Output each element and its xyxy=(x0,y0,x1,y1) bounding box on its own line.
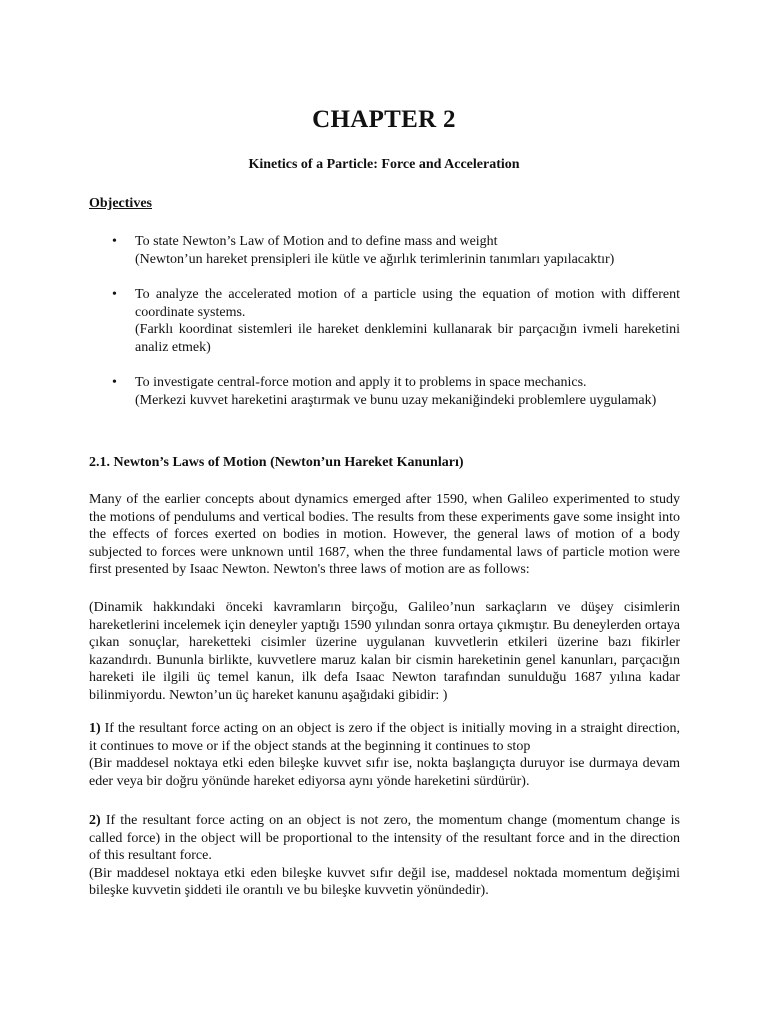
bullet-icon: • xyxy=(112,375,117,390)
intro-paragraph-turkish: (Dinamik hakkındaki önceki kavramların birçoğu, Galileo’nun sarkaçların ve düşey cisimlerin hareketlerini incelemek için deneyler yaptığı 1590 yılından sonra ortaya çıkmıştır. Bu deneylerden ortaya çıkan sonuçlar, hareketteki cisimler üzerine uygulanan kuvvetlerin etkileri üzerine bazı fikirler kazandırdı. Bununla birlikte, kuvvetlere maruz kalan bir cismin hareketinin genel kanunları, parçacığın hareketi ile ilgili üç temel kanun, ilk defa Isaac Newton tarafından sunulduğu 1687 yılına kadar bilinmiyordu. Newton’un üç hareket kanunu aşağıdaki gibidir: ) xyxy=(89,600,680,703)
law-2-paragraph xyxy=(89,812,680,900)
law-english: If the resultant force acting on an object is not zero, the momentum change (momentum change is called force) in the object will be proportional to the intensity of the resultant force and in the direction of this resultant force. xyxy=(89,813,680,864)
section-heading: 2.1. Newton’s Laws of Motion (Newton’un Hareket Kanunları) xyxy=(89,455,464,470)
law-english: If the resultant force acting on an object is zero if the object is initially moving in a straight direction, it continues to move or if the object stands at the beginning it continues to stop xyxy=(89,721,680,754)
bullet-icon: • xyxy=(112,234,117,249)
objective-turkish: (Merkezi kuvvet hareketini araştırmak ve bunu uzay mekaniğindeki problemlere uygulamak) xyxy=(135,392,657,408)
law-turkish: (Bir maddesel noktaya etki eden bileşke kuvvet sıfır değil ise, maddesel noktada momentum değişimi bileşke kuvvetin şiddeti ile orantılı ve bu bileşke kuvvetin yönündedir). xyxy=(89,865,680,899)
chapter-subtitle: Kinetics of a Particle: Force and Acceleration xyxy=(248,157,520,172)
objective-item xyxy=(112,233,680,268)
objective-english: To analyze the accelerated motion of a particle using the equation of motion with different coordinate systems. xyxy=(135,287,680,320)
chapter-title: CHAPTER 2 xyxy=(312,106,456,133)
law-turkish: (Bir maddesel noktaya etki eden bileşke kuvvet sıfır ise, nokta başlangıçta duruyor ise durmaya devam eder veya bir doğru yönünde hareket ediyorsa aynı yönde hareketini sürdürür). xyxy=(89,756,680,789)
objective-item xyxy=(112,286,680,356)
law-number: 1) xyxy=(89,721,101,736)
law-1-paragraph xyxy=(89,720,680,790)
objective-turkish: (Newton’un hareket prensipleri ile kütle ve ağırlık terimlerinin tanımları yapılacaktır) xyxy=(135,251,615,267)
objectives-heading: Objectives xyxy=(89,196,152,211)
objective-item xyxy=(112,374,680,409)
intro-paragraph-english: Many of the earlier concepts about dynamics emerged after 1590, when Galileo experimented to study the motions of pendulums and vertical bodies. The results from these experiments gave some insight into the effects of forces exerted on bodies in motion. However, the general laws of motion of a body subjected to forces were unknown until 1687, when the three fundamental laws of particle motion were first presented by Isaac Newton. Newton's three laws of motion are as follows: xyxy=(89,492,680,578)
objective-english: To state Newton’s Law of Motion and to define mass and weight xyxy=(135,234,498,249)
law-number: 2) xyxy=(89,813,101,828)
bullet-icon: • xyxy=(112,287,117,302)
objective-turkish: (Farklı koordinat sistemleri ile hareket denklemini kullanarak bir parçacığın ivmeli hareketini analiz etmek) xyxy=(135,322,680,355)
objective-english: To investigate central-force motion and apply it to problems in space mechanics. xyxy=(135,375,587,390)
objectives-list xyxy=(112,233,680,427)
